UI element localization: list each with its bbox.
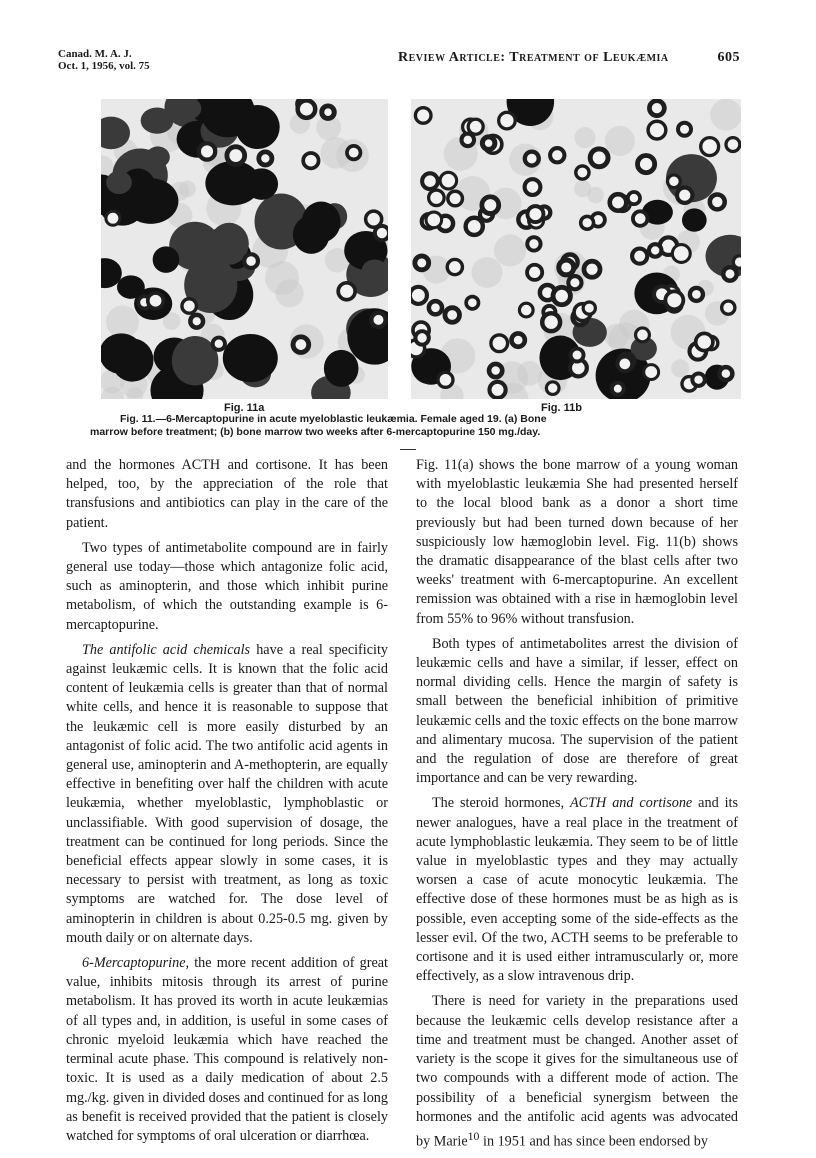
background-cell — [574, 127, 595, 148]
paragraph: Both types of antimetabolites arrest the division of leukæmic cells and have a similar, if lesser, effect on normal dividing cells. Hence the margin of safety is small between the beneficial inhibition of primitive leukæmic cells and the toxic effects on the bone marrow and alimentary mucosa. The supervision of the patient and the regulation of dose are therefore of great importance and can be very rewarding. — [416, 635, 738, 787]
red-blood-cell — [482, 137, 495, 150]
red-blood-cell — [710, 194, 725, 209]
red-blood-cell — [415, 256, 429, 270]
red-blood-cell — [665, 291, 683, 309]
red-blood-cell — [628, 192, 640, 204]
paragraph — [416, 992, 738, 1151]
paragraph — [66, 641, 388, 948]
blast-cell — [141, 107, 174, 133]
red-blood-cell — [610, 194, 627, 211]
red-blood-cell — [723, 267, 736, 280]
blast-cell — [302, 202, 341, 243]
red-blood-cell — [303, 153, 318, 168]
red-blood-cell — [636, 328, 650, 342]
paragraph-text: have a real specificity against leukæmic cells. It is known that the folic acid content of leukæmia cells is greater than that of normal white cells, and hence it is reasonable to suppose that the leukæmic cell is more easily disturbed by an antagonist of folic acid. The two antifolic acid agents in general use, aminopterin and A-methopterin, are equally effective in benefiting over half the children with acute leukæmia, whether myeloblastic, lymphoblastic or unclassifiable. With good supervision of dosage, the treatment can be continued for long periods. Since the beneficial effects appear slowly in some cases, it is necessary to persist with treatment, as long as toxic symptoms are watched for. The dose level of aminopterin in children is about 0.25-0.5 mg. given by mouth daily or on alternate days. — [66, 641, 388, 946]
running-header — [398, 50, 740, 66]
red-blood-cell — [482, 197, 499, 214]
red-blood-cell — [612, 383, 624, 395]
running-title: Review Article: Treatment of Leukæmia — [398, 50, 669, 65]
red-blood-cell — [584, 261, 600, 277]
figure-11a-micrograph — [101, 99, 388, 399]
red-blood-cell — [375, 226, 388, 240]
background-cell — [275, 279, 303, 307]
blast-cell — [682, 208, 707, 231]
red-blood-cell — [696, 333, 713, 350]
red-blood-cell — [293, 337, 309, 353]
red-blood-cell — [489, 364, 502, 377]
journal-issue: Oct. 1, 1956, vol. 75 — [58, 60, 150, 72]
red-blood-cell — [448, 191, 463, 206]
red-blood-cell — [678, 123, 691, 136]
red-blood-cell — [466, 218, 483, 235]
red-blood-cell — [546, 382, 559, 395]
page-number: 605 — [717, 50, 740, 65]
red-blood-cell — [244, 254, 258, 268]
red-blood-cell — [415, 108, 431, 124]
caption-divider — [400, 449, 416, 450]
blast-cell — [245, 168, 278, 200]
red-blood-cell — [632, 249, 647, 264]
red-blood-cell — [690, 288, 703, 301]
background-cell — [494, 234, 526, 266]
red-blood-cell — [672, 245, 690, 263]
red-blood-cell — [667, 175, 680, 188]
caption-line-2: marrow before treatment; (b) bone marrow two weeks after 6-mercaptopurine 150 mg./day. — [90, 426, 541, 438]
journal-name: Canad. M. A. J. — [58, 48, 132, 60]
red-blood-cell — [148, 293, 164, 309]
paragraph: and the hormones ACTH and cortisone. It has been helped, too, by the appreciation of the role that transfusions and antibiotics can play in the care of the patient. — [66, 457, 388, 531]
blast-cell — [235, 105, 279, 149]
red-blood-cell — [525, 152, 539, 166]
red-blood-cell — [527, 206, 543, 222]
red-blood-cell — [429, 190, 445, 206]
red-blood-cell — [438, 372, 453, 387]
red-blood-cell — [527, 265, 542, 280]
red-blood-cell — [499, 112, 516, 129]
red-blood-cell — [576, 166, 589, 179]
paragraph: Two types of antimetabolite compound are in fairly general use today—those which antagonize folic acid, such as aminopterin, and those which inhibit purine metabolism, of which the outstanding example is 6-mercaptopurine. — [66, 539, 388, 633]
blast-cell — [223, 334, 278, 382]
journal-citation — [58, 48, 150, 72]
red-blood-cell — [259, 152, 272, 165]
red-blood-cell — [347, 146, 361, 160]
red-blood-cell — [525, 179, 541, 195]
paragraph-emphasis: ACTH and cortisone — [570, 795, 693, 812]
red-blood-cell — [106, 211, 120, 225]
red-blood-cell — [445, 308, 460, 323]
red-blood-cell — [322, 106, 335, 119]
red-blood-cell — [213, 338, 225, 350]
reference-marker: 10 — [467, 1128, 480, 1143]
background-cell — [605, 126, 635, 156]
red-blood-cell — [648, 121, 666, 139]
red-blood-cell — [227, 147, 245, 165]
background-cell — [710, 99, 741, 131]
background-cell — [671, 359, 689, 377]
red-blood-cell — [583, 302, 595, 314]
caption-line-1: Fig. 11.—6-Mercaptopurine in acute myeloblastic leukæmia. Female aged 19. (a) Bone — [120, 413, 547, 425]
red-blood-cell — [568, 276, 581, 289]
red-blood-cell — [411, 287, 427, 304]
paragraph-lead: The antifolic acid chemicals — [82, 641, 251, 658]
background-cell — [472, 257, 503, 288]
paragraph-text: and its newer analogues, have a real place in the treatment of acute lymphoblastic leukæmia. They seem to be of little value in myeloblastic types and they may actually worsen a case of acute monocytic leukæmia. The effective dose of these hormones must be as high as is possible, even accepting some of the side-effects as the lesser evil. Of the two, ACTH seems to be preferable to cortisone and it is used either intramuscularly or, more effectively, as a slow intravenous drip. — [416, 795, 739, 985]
red-blood-cell — [559, 260, 574, 275]
red-blood-cell — [644, 365, 659, 380]
red-blood-cell — [190, 315, 203, 328]
red-blood-cell — [581, 216, 594, 229]
figure-11a-label: Fig. 11a — [224, 402, 265, 414]
red-blood-cell — [426, 212, 442, 228]
red-blood-cell — [692, 373, 704, 385]
paragraph-text: There is need for variety in the preparations used because the leukæmic cells develop resistance after a time and treatment must be changed. Another asset of variety is the scope it gives for the simultaneous use of two compounds with a different mode of action. The possibility of a beneficial synergism between the hormones and the antifolic acid agents was advocated by Marie — [416, 993, 738, 1150]
red-blood-cell — [199, 143, 215, 159]
paragraph-text: The steroid hormones, — [432, 795, 570, 812]
red-blood-cell — [542, 313, 560, 331]
red-blood-cell — [415, 331, 428, 344]
background-cell — [587, 187, 603, 203]
red-blood-cell — [429, 301, 442, 314]
red-blood-cell — [527, 237, 540, 250]
left-column — [66, 456, 388, 1146]
red-blood-cell — [550, 148, 564, 162]
red-blood-cell — [617, 356, 632, 371]
red-blood-cell — [726, 138, 740, 152]
red-blood-cell — [447, 259, 462, 274]
red-blood-cell — [489, 382, 505, 398]
red-blood-cell — [649, 244, 662, 257]
blast-cell — [111, 339, 153, 382]
paragraph-lead: 6-Mercaptopurine, — [82, 955, 190, 972]
red-blood-cell — [649, 101, 664, 116]
paragraph-text: in 1951 and has since been endorsed by — [479, 1133, 708, 1150]
red-blood-cell — [722, 301, 735, 314]
blast-cell — [362, 259, 388, 280]
red-blood-cell — [719, 367, 732, 380]
red-blood-cell — [461, 134, 474, 147]
paragraph — [416, 794, 738, 986]
red-blood-cell — [701, 138, 719, 156]
red-blood-cell — [440, 172, 457, 189]
blast-cell — [153, 246, 180, 273]
red-blood-cell — [633, 211, 647, 225]
blast-cell — [324, 350, 359, 387]
red-blood-cell — [553, 287, 570, 304]
right-column — [416, 456, 738, 1152]
red-blood-cell — [571, 349, 584, 362]
blast-cell — [146, 146, 170, 167]
blast-cell — [106, 171, 132, 194]
figure-11b-label: Fig. 11b — [541, 402, 582, 414]
red-blood-cell — [466, 297, 478, 309]
red-blood-cell — [338, 283, 355, 300]
red-blood-cell — [590, 149, 608, 167]
paragraph-text: the more recent addition of great value, inhibits mitosis through its arrest of purine metabolism. It has proved its worth in acute leukæmias of all types and, in addition, is useful in some cases of chronic myeloid leukæmia which have reached the terminal acute phase. This compound is relatively non-toxic. It is used as a daily medication of about 2.5 mg./kg. given in divided doses and continued for as long as benefit is received provided that the patient is closely watched for symptoms of oral ulceration or diarrhœa. — [66, 955, 388, 1144]
paragraph: Fig. 11(a) shows the bone marrow of a young woman with myeloblastic leukæmia She had presented herself to the local blood bank as a donor a short time previously but had been turned down because of her suspiciously low hæmoglobin level. Fig. 11(b) shows the dramatic disappearance of the blast cells after two weeks' treatment with 6-mercaptopurine. An excellent remission was obtained with a rise in hæmoglobin level from 55% to 96% without transfusion. — [416, 457, 738, 627]
red-blood-cell — [519, 303, 533, 317]
paragraph — [66, 954, 388, 1146]
red-blood-cell — [468, 119, 483, 134]
red-blood-cell — [491, 335, 508, 352]
red-blood-cell — [298, 100, 315, 117]
figure-11b-micrograph — [411, 99, 741, 399]
red-blood-cell — [422, 173, 438, 189]
figure-caption — [90, 413, 740, 439]
red-blood-cell — [182, 299, 196, 313]
red-blood-cell — [638, 155, 655, 172]
red-blood-cell — [371, 313, 385, 327]
red-blood-cell — [677, 187, 692, 202]
red-blood-cell — [512, 333, 525, 346]
